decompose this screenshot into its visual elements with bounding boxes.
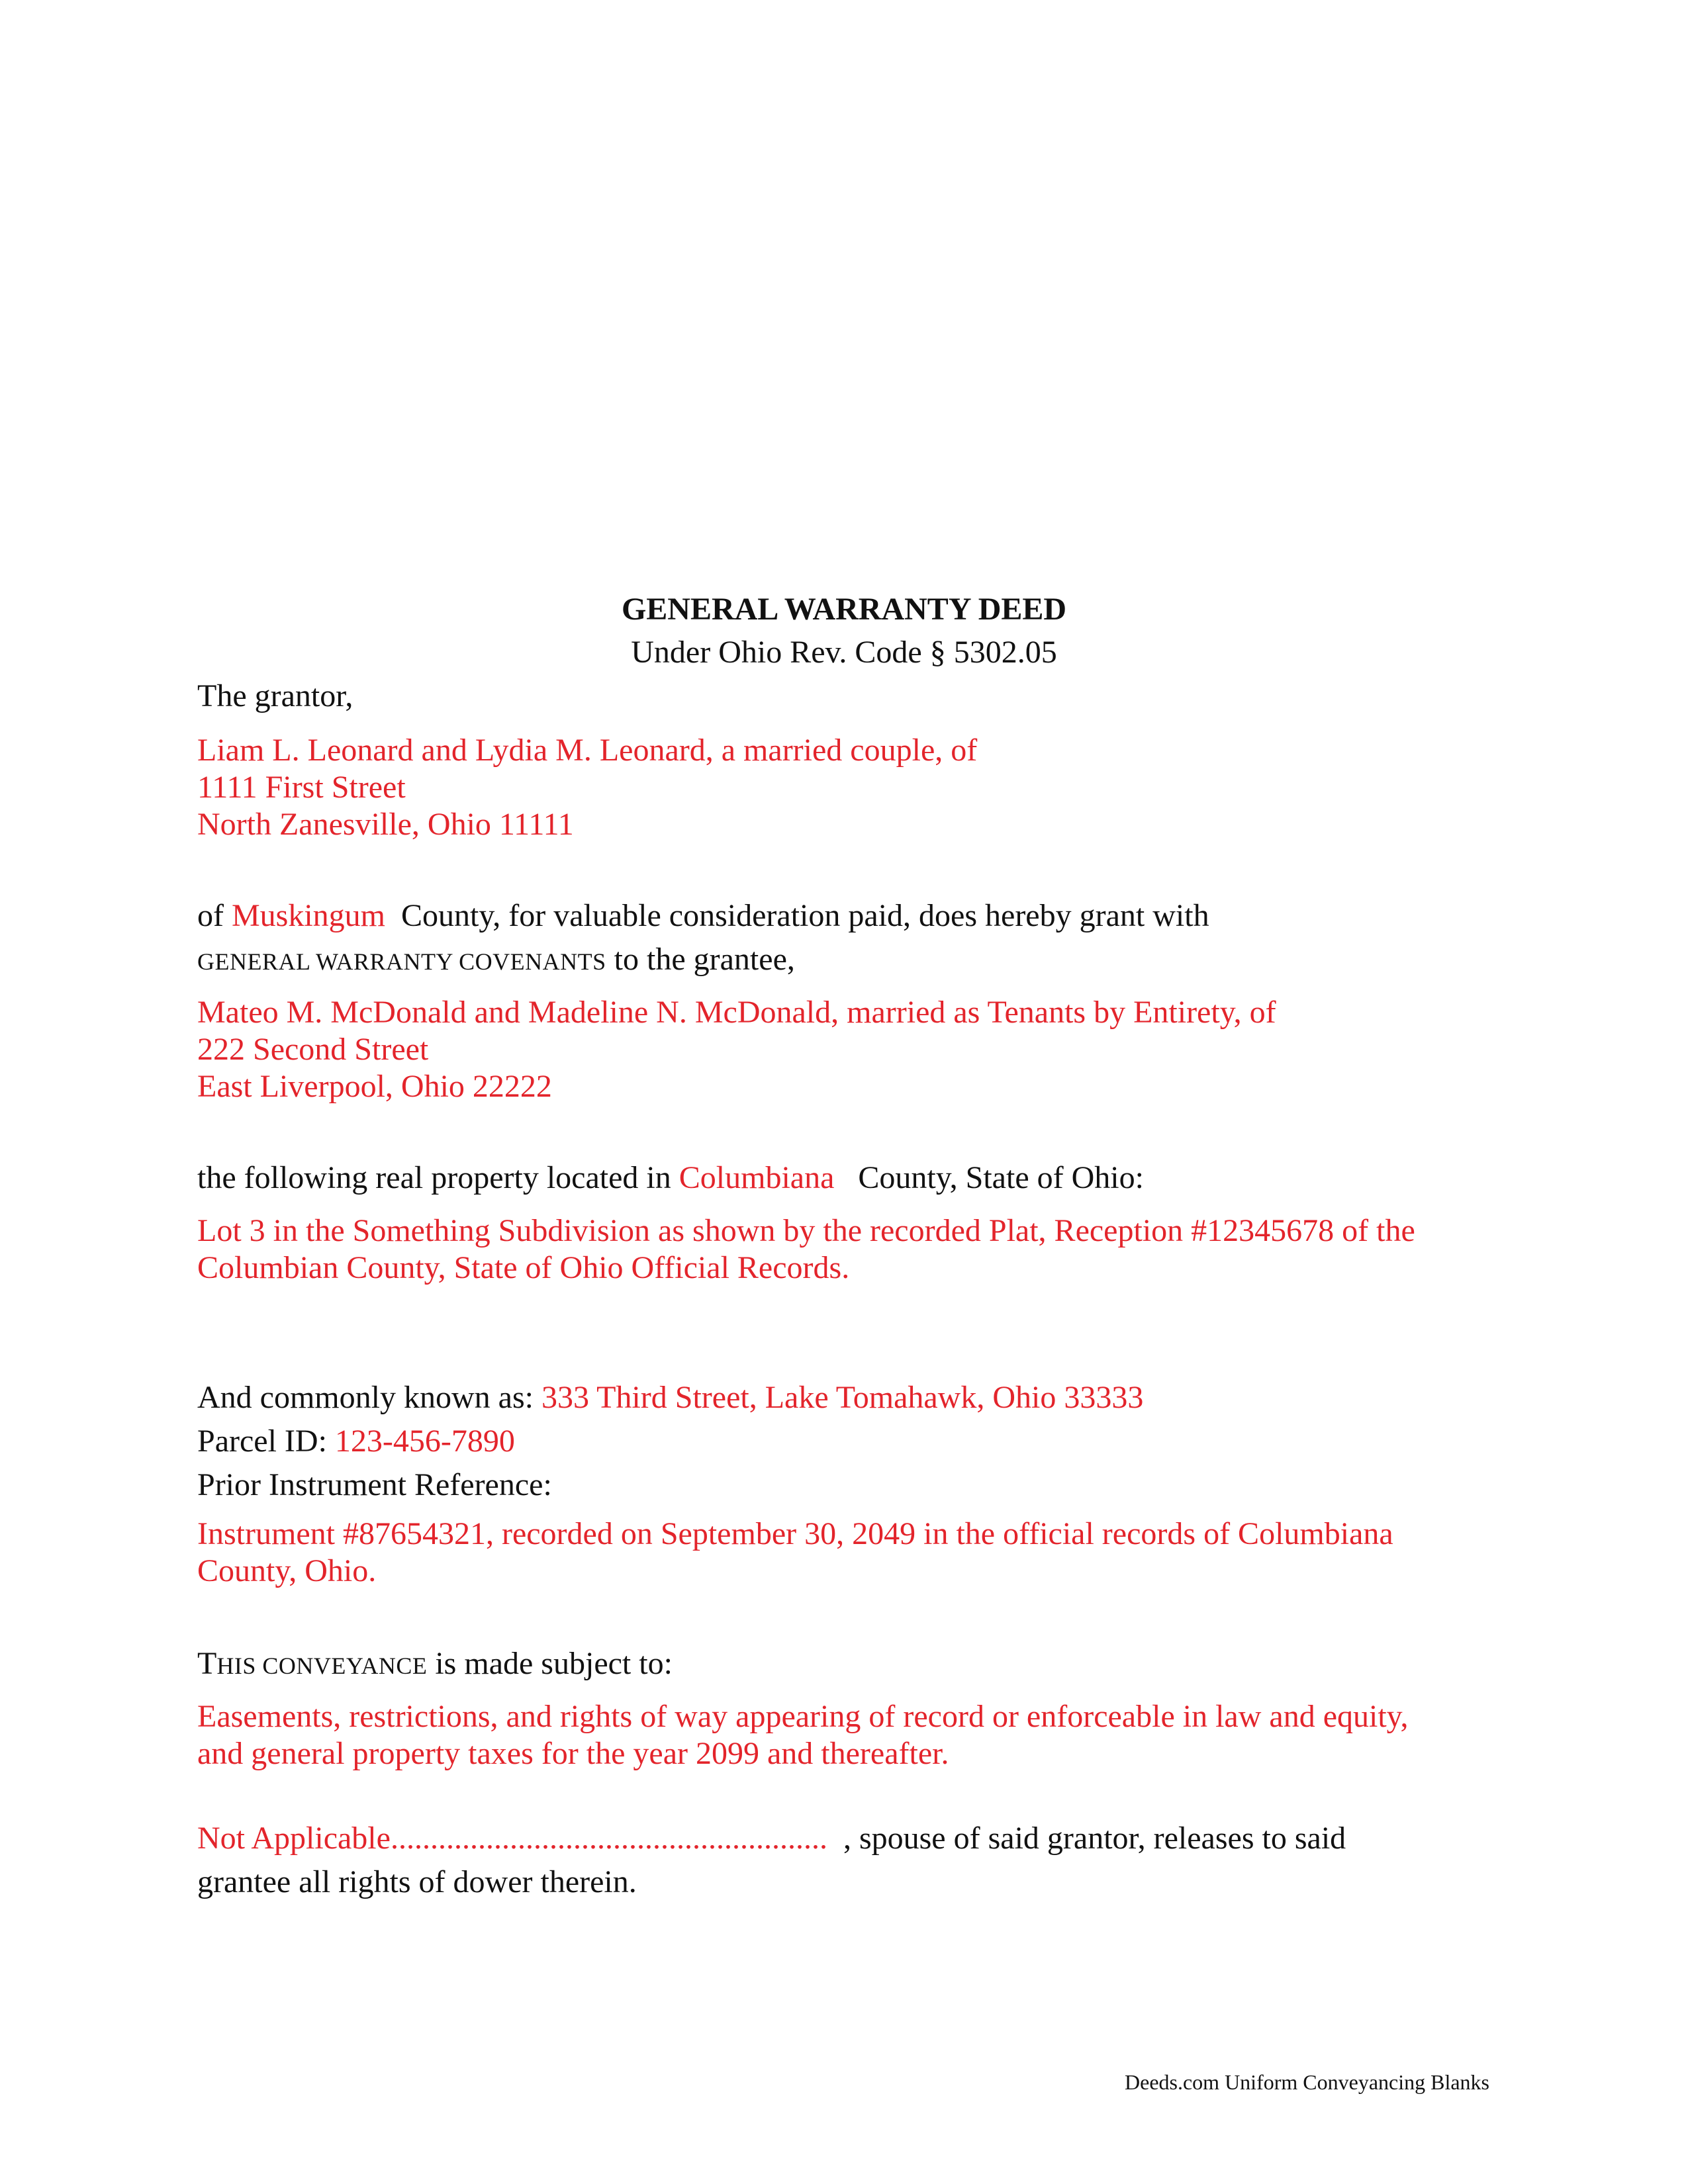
grantee-street: 222 Second Street bbox=[197, 1032, 429, 1067]
grant-clause bbox=[197, 897, 1209, 934]
property-clause bbox=[197, 1160, 1144, 1197]
subject-this-rest: HIS CONVEYANCE bbox=[216, 1653, 428, 1679]
document-title: GENERAL WARRANTY DEED bbox=[621, 592, 1067, 627]
footer-credit: Deeds.com Uniform Conveyancing Blanks bbox=[1125, 2070, 1489, 2094]
legal-description-line: Lot 3 in the Something Subdivision as shown by the recorded Plat, Reception #12345678 of the bbox=[197, 1213, 1415, 1248]
covenants-label: GENERAL WARRANTY COVENANTS bbox=[197, 948, 606, 975]
dower-spouse: Not Applicable....................................................... bbox=[197, 1821, 827, 1856]
known-as-value: 333 Third Street, Lake Tomahawk, Ohio 33333 bbox=[541, 1380, 1144, 1415]
property-suffix: County, State of Ohio: bbox=[858, 1160, 1144, 1195]
parcel-id bbox=[197, 1423, 515, 1460]
dower-release bbox=[197, 1820, 1346, 1857]
parcel-value: 123-456-7890 bbox=[334, 1424, 515, 1459]
subject-to bbox=[197, 1645, 673, 1684]
grantee-city: East Liverpool, Ohio 22222 bbox=[197, 1069, 552, 1104]
encumbrance-line: Easements, restrictions, and rights of way appearing of record or enforceable in law and equity, bbox=[197, 1699, 1409, 1734]
known-as bbox=[197, 1379, 1143, 1416]
encumbrance-line: and general property taxes for the year 2099 and thereafter. bbox=[197, 1736, 949, 1771]
statute-reference: Under Ohio Rev. Code § 5302.05 bbox=[631, 635, 1057, 670]
grantor-county: Muskingum bbox=[231, 898, 386, 933]
grantor-city: North Zanesville, Ohio 11111 bbox=[197, 807, 574, 842]
legal-description-line: Columbian County, State of Ohio Official Records. bbox=[197, 1250, 850, 1285]
parcel-label: Parcel ID: bbox=[197, 1424, 327, 1459]
property-county: Columbiana bbox=[679, 1160, 835, 1195]
prior-instrument-line: Instrument #87654321, recorded on September 30, 2049 in the official records of Columbiana bbox=[197, 1516, 1393, 1551]
prior-instrument-line: County, Ohio. bbox=[197, 1553, 377, 1588]
prior-instrument-label: Prior Instrument Reference: bbox=[197, 1467, 552, 1502]
grant-of: of bbox=[197, 898, 224, 933]
grantee-names: Mateo M. McDonald and Madeline N. McDonald, married as Tenants by Entirety, of bbox=[197, 995, 1276, 1030]
grantor-intro: The grantor, bbox=[197, 678, 353, 713]
grant-text: County, for valuable consideration paid, does hereby grant with bbox=[401, 898, 1209, 933]
property-prefix: the following real property located in bbox=[197, 1160, 671, 1195]
grantor-street: 1111 First Street bbox=[197, 770, 406, 805]
grantor-names: Liam L. Leonard and Lydia M. Leonard, a married couple, of bbox=[197, 733, 978, 768]
known-as-label: And commonly known as: bbox=[197, 1380, 534, 1415]
subject-this-initial: T bbox=[197, 1646, 217, 1681]
covenants-line bbox=[197, 941, 795, 980]
dower-text: , spouse of said grantor, releases to said bbox=[843, 1821, 1346, 1856]
dower-release-line2: grantee all rights of dower therein. bbox=[197, 1864, 637, 1899]
to-grantee: to the grantee, bbox=[614, 942, 795, 977]
subject-text: is made subject to: bbox=[435, 1646, 673, 1681]
